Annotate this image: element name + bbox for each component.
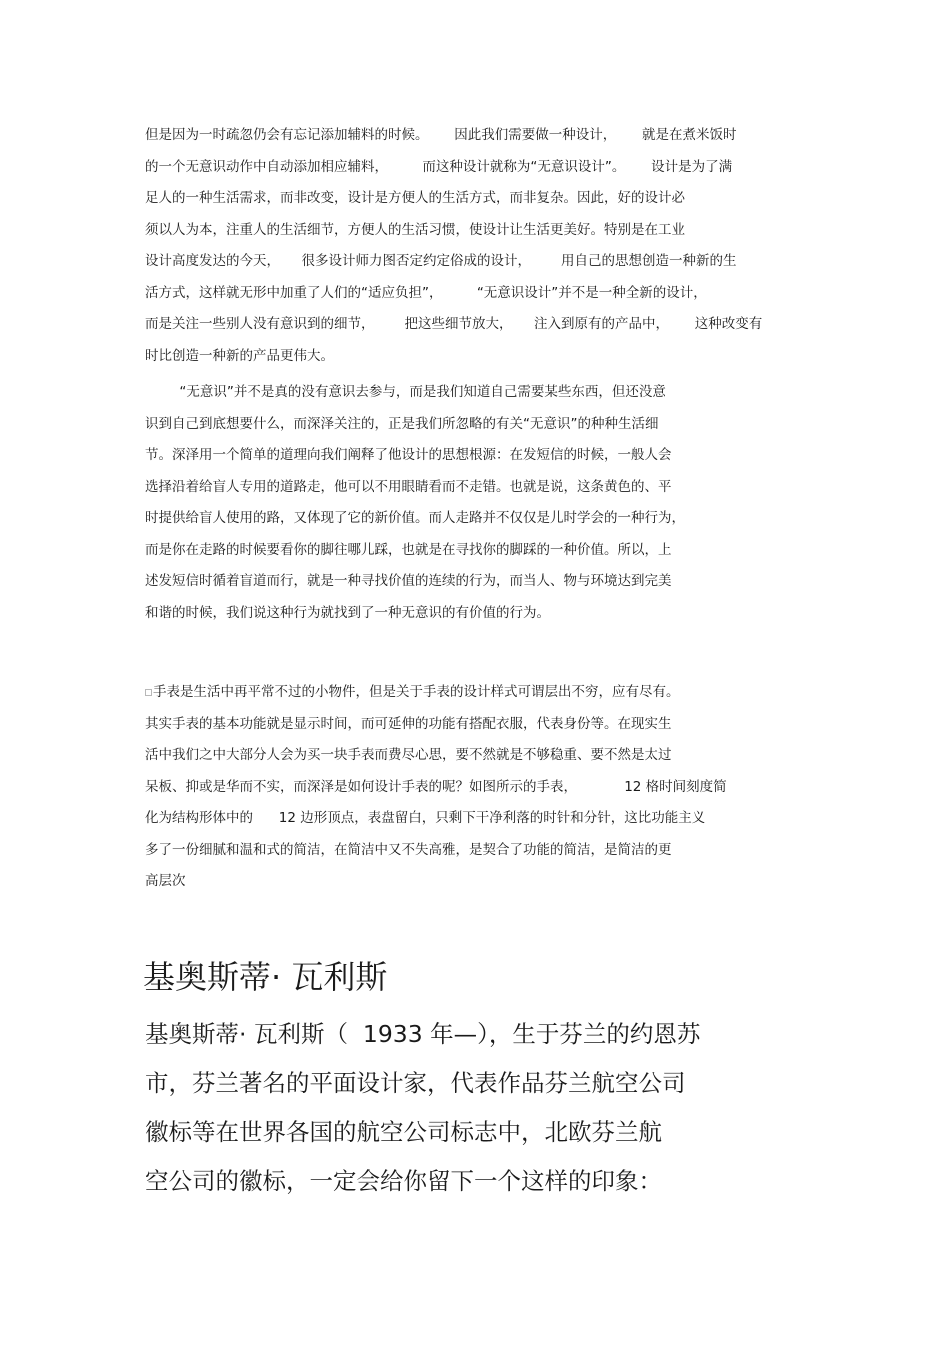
text-line: 足人的一种生活需求，而非改变，设计是方便人的生活方式，而非复杂。因此，好的设计必 — [145, 190, 685, 206]
text-line: 的一个无意识动作中自动添加相应辅料， 而这种设计就称为“无意识设计”。 设计是为了满 — [145, 158, 733, 175]
text-line: “无意识”并不是真的没有意识去参与，而是我们知道自己需要某些东西，但还没意 — [145, 384, 666, 400]
text-line: 和谐的时候，我们说这种行为就找到了一种无意识的有价值的行为。 — [145, 604, 550, 621]
text-line: 须以人为本，注重人的生活细节，方便人的生活习惯，使设计让生活更美好。特别是在工业 — [145, 221, 685, 238]
biography-paragraph — [145, 1010, 835, 1206]
text-line: 呆板、抑或是华而不实，而深泽是如何设计手表的呢？如图所示的手表， 12 格时间刻度简 — [145, 778, 727, 795]
text-line: 基奥斯蒂· 瓦利斯（ 1933 年—），生于芬兰的约恩苏 — [145, 1020, 701, 1048]
text-line: 其实手表的基本功能就是显示时间，而可延伸的功能有搭配衣服，代表身份等。在现实生 — [145, 715, 672, 732]
text-line: 市，芬兰著名的平面设计家，代表作品芬兰航空公司 — [145, 1069, 686, 1097]
text-line-content: 手表是生活中再平常不过的小物件，但是关于手表的设计样式可谓层出不穷，应有尽有。 — [153, 684, 680, 700]
paragraph-unconscious-meaning — [145, 377, 835, 629]
text-line: 多了一份细腻和温和式的简洁，在简洁中又不失高雅，是契合了功能的简洁，是简洁的更 — [145, 841, 672, 858]
text-line — [145, 677, 835, 709]
paragraph-watch-design — [145, 677, 835, 898]
text-line: 时提供给盲人使用的路，又体现了它的新价值。而人走路并不仅仅是儿时学会的一种行为， — [145, 510, 685, 526]
text-line: 节。深泽用一个简单的道理向我们阐释了他设计的思想根源：在发短信的时候，一般人会 — [145, 447, 672, 463]
text-line: 设计高度发达的今天， 很多设计师力图否定约定俗成的设计， 用自己的思想创造一种新的生 — [145, 253, 737, 269]
text-line: 而是你在走路的时候要看你的脚往哪儿踩，也就是在寻找你的脚踩的一种价值。所以，上 — [145, 541, 672, 558]
text-line: 空公司的徽标，一定会给你留下一个这样的印象： — [145, 1167, 662, 1195]
text-line: 选择沿着给盲人专用的道路走，他可以不用眼睛看而不走错。也就是说，这条黄色的、平 — [145, 478, 672, 495]
text-line: 活方式，这样就无形中加重了人们的“适应负担”， “无意识设计”并不是一种全新的设计， — [145, 284, 707, 301]
text-line: 述发短信时循着盲道而行，就是一种寻找价值的连续的行为，而当人、物与环境达到完美 — [145, 573, 672, 589]
text-line: 活中我们之中大部分人会为买一块手表而费尽心思，要不然就是不够稳重、要不然是太过 — [145, 747, 672, 763]
text-line: 时比创造一种新的产品更伟大。 — [145, 347, 334, 364]
text-line: 徽标等在世界各国的航空公司标志中，北欧芬兰航 — [145, 1118, 662, 1146]
text-line: 识到自己到底想要什么，而深泽关注的，正是我们所忽略的有关“无意识”的种种生活细 — [145, 415, 659, 432]
text-line: 而是关注一些别人没有意识到的细节， 把这些细节放大， 注入到原有的产品中， 这种改变有 — [145, 316, 763, 332]
text-line: 化为结构形体中的 12 边形顶点，表盘留白，只剩下干净利落的时针和分针，这比功能主义 — [145, 810, 706, 826]
paragraph-unconscious-design — [145, 120, 835, 372]
text-line: 高层次 — [145, 873, 186, 889]
text-line: 但是因为一时疏忽仍会有忘记添加辅料的时候。 因此我们需要做一种设计， 就是在煮米饭时 — [145, 127, 737, 143]
image-placeholder-icon — [145, 689, 152, 696]
section-heading: 基奥斯蒂· 瓦利斯 — [143, 958, 388, 996]
